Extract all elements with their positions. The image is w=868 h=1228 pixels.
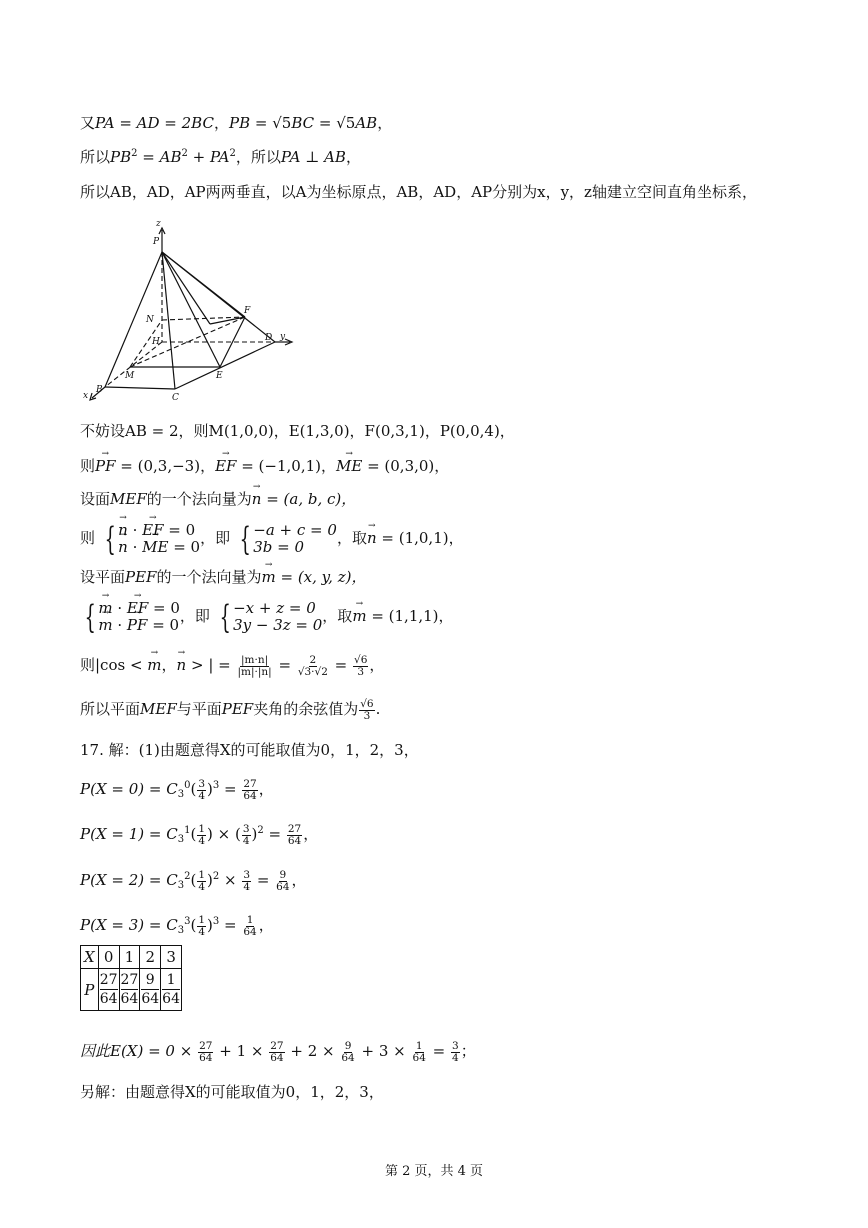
vector-n: → n (118, 522, 128, 539)
vector-m: → m (147, 652, 161, 678)
math: · (112, 599, 127, 617)
text: ， (161, 656, 177, 674)
table-row (81, 969, 182, 1011)
line-12: 17. 解：(1)由题意得X的可能取值为0，1，2，3， (80, 741, 419, 759)
math: = (a, b, c)， (261, 490, 357, 508)
math: PB = (228, 114, 273, 132)
math: = (1,0,1)， (376, 529, 464, 547)
equation-system-1: { → n · → EF = 0 → n · → ME = 0 (100, 522, 200, 556)
table-cell: 1 64 (161, 969, 182, 1011)
text: ，取 (336, 529, 367, 547)
text: ，即 (179, 607, 210, 625)
text: 又 (80, 114, 96, 132)
label-x: x (83, 391, 89, 401)
math: = 0 (147, 616, 180, 634)
math: PA = AD = 2BC (95, 114, 214, 132)
text: ， (213, 114, 229, 132)
vector-ef: → EF (127, 600, 148, 617)
text: = (273, 656, 296, 674)
equation-system-4: { −x + z = 0 3y − 3z = 0 (219, 598, 323, 636)
text: ， (345, 148, 361, 166)
table-cell: 27 64 (98, 969, 119, 1011)
math: √5 (272, 114, 292, 132)
math: · (127, 538, 143, 556)
line-17: 因此E(X) = 0 × $\frac{27}{64}$ + 1 × $\frac{27}{64}$ + 2 × $\frac{9}{64}$ + 3 × $\frac{1}{64}$ = $\frac{3}{4}$ ； (80, 1039, 476, 1064)
line-8 (80, 567, 366, 587)
line-2 (80, 147, 361, 167)
page-footer: 第 2 页，共 4 页 (384, 1164, 484, 1179)
text: 所以平面 (80, 700, 141, 718)
line-6 (80, 489, 356, 509)
math: √5 (336, 114, 356, 132)
math: + PA (187, 148, 230, 166)
vector-m: → m (352, 598, 366, 634)
math: P(X = 1) = C (80, 825, 178, 843)
exponent: 2 (181, 148, 188, 159)
table-cell: 9 64 (140, 969, 161, 1011)
line-4: 不妨设AB = 2，则M(1,0,0)，E(1,3,0)，F(0,3,1)，P(0,0,4)， (80, 422, 515, 440)
table-cell: 3 (161, 946, 182, 969)
text: 夹角的余弦值为 (253, 700, 359, 718)
equation: 3b = 0 (253, 538, 305, 556)
text: ，所以 (235, 148, 281, 166)
line-15: $P(X = 2) = C_3^2$( $\frac{1}{4}$ )$^2$ × $\frac{3}{4}$ = $\frac{9}{64}$ ， (80, 868, 307, 893)
math: P(X = 2) = C (80, 871, 178, 889)
label-z: z (156, 219, 161, 229)
text: ，取 (322, 607, 353, 625)
text: 所以 (80, 148, 111, 166)
distribution-table (80, 945, 182, 1011)
exponent: 2 (229, 148, 236, 159)
label-f: F (244, 306, 251, 316)
text: 则 (80, 457, 96, 475)
math: PB (110, 148, 132, 166)
text: 设平面 (80, 568, 126, 586)
table-row (81, 946, 182, 969)
math: = AB (137, 148, 182, 166)
text: 设面 (80, 490, 111, 508)
line-1 (80, 113, 392, 133)
label-e: E (216, 371, 223, 381)
math: = (1,1,1)， (366, 607, 454, 625)
line-11 (80, 696, 380, 722)
label-p: P (153, 237, 160, 247)
line-3: 所以AB，AD，AP两两垂直，以A为坐标原点，AB，AD，AP分别为x，y，z轴建立空间直角坐标系， (80, 183, 757, 201)
fraction: $\frac{√6}{3}$ (360, 697, 374, 722)
text: > | = (186, 656, 236, 674)
text: 与平面 (176, 700, 222, 718)
math: = (x, y, z)， (275, 568, 367, 586)
equation-system-2: { −a + c = 0 3b = 0 (239, 520, 337, 558)
line-14: $P(X = 1) = C_3^1$( $\frac{1}{4}$ ) × ( $\frac{3}{4}$ )$^2$ = $\frac{27}{64}$ ， (80, 822, 319, 847)
math: = 0 (163, 521, 196, 539)
math: = (0,3,0)， (362, 457, 450, 475)
fraction: $\frac{2}{√3\cdot√2}$ (297, 653, 328, 678)
text: ， (369, 656, 385, 674)
exponent: 2 (131, 148, 138, 159)
math: MEF (140, 700, 177, 718)
vector-pf: → PF (95, 456, 116, 476)
line-7 (80, 520, 464, 556)
line-10 (80, 652, 384, 678)
text: 的一个法向量为 (156, 568, 262, 586)
line-9 (80, 598, 454, 634)
vector-me: → ME (336, 456, 362, 476)
math: PEF (125, 568, 157, 586)
vector-n: → n (252, 489, 262, 509)
math: · (112, 616, 127, 634)
math: PA ⊥ AB (280, 148, 346, 166)
line-5 (80, 456, 449, 476)
math: = (0,3,−3)， (115, 457, 216, 475)
fraction: $\frac{|m\cdot n|}{|m|\cdot|n|}$ (237, 653, 272, 678)
line-16: $P(X = 3) = C_3^3$( $\frac{1}{4}$ )$^3$ = $\frac{1}{64}$ ， (80, 913, 274, 938)
math: P(X = 3) = C (80, 916, 178, 934)
line-18: 另解：由题意得X的可能取值为0，1，2，3， (80, 1083, 384, 1101)
vector-n: → n (367, 520, 377, 556)
vector-n: → n (118, 539, 128, 556)
equation: 3y − 3z = 0 (233, 616, 323, 634)
table-cell: 0 (98, 946, 119, 969)
table-cell: 1 (119, 946, 140, 969)
vector-m: → m (98, 600, 112, 617)
math: P(X = 0) = C (80, 780, 178, 798)
label-n: N (146, 315, 154, 325)
label-b: B (96, 385, 103, 395)
text: . (375, 700, 381, 718)
math: 因此E(X) = 0 × (80, 1042, 198, 1060)
vector-pf: → PF (127, 617, 148, 634)
table-cell: P (81, 969, 99, 1011)
vector-ef: → EF (215, 456, 236, 476)
math: AB (355, 114, 378, 132)
equation-system-3: { → m · → EF = 0 → m · → PF = 0 (80, 600, 180, 634)
math: MEF (110, 490, 147, 508)
vector-n: → n (177, 652, 187, 678)
text: 则|cos < (80, 656, 148, 674)
equation: −x + z = 0 (233, 599, 316, 617)
math: BC = (291, 114, 337, 132)
line-13: $P(X = 0) = C_3^0$( $\frac{3}{4}$ )$^3$ = $\frac{27}{64}$ ， (80, 777, 274, 802)
label-y: y (280, 332, 286, 342)
table-cell: 27 64 (119, 969, 140, 1011)
text: 则 (80, 529, 96, 547)
text: ，即 (200, 529, 231, 547)
math: · (127, 521, 143, 539)
text: = (329, 656, 353, 674)
label-m: M (125, 371, 135, 381)
vector-ef: → EF (142, 522, 163, 539)
math: = (−1,0,1)， (236, 457, 336, 475)
text: 的一个法向量为 (146, 490, 252, 508)
vector-m: → m (98, 617, 112, 634)
vector-m: → m (261, 567, 275, 587)
label-d: D (265, 333, 273, 343)
math: = 0 (148, 599, 180, 617)
math: PEF (221, 700, 254, 718)
vector-me: → ME (142, 539, 168, 556)
label-h: H (152, 337, 160, 347)
pyramid-figure (80, 212, 310, 408)
table-cell: X (81, 946, 99, 969)
table-cell: 2 (140, 946, 161, 969)
label-c: C (172, 393, 179, 403)
text: ， (377, 114, 393, 132)
fraction: $\frac{√6}{3}$ (354, 653, 368, 678)
math: = 0 (168, 538, 201, 556)
equation: −a + c = 0 (253, 521, 337, 539)
